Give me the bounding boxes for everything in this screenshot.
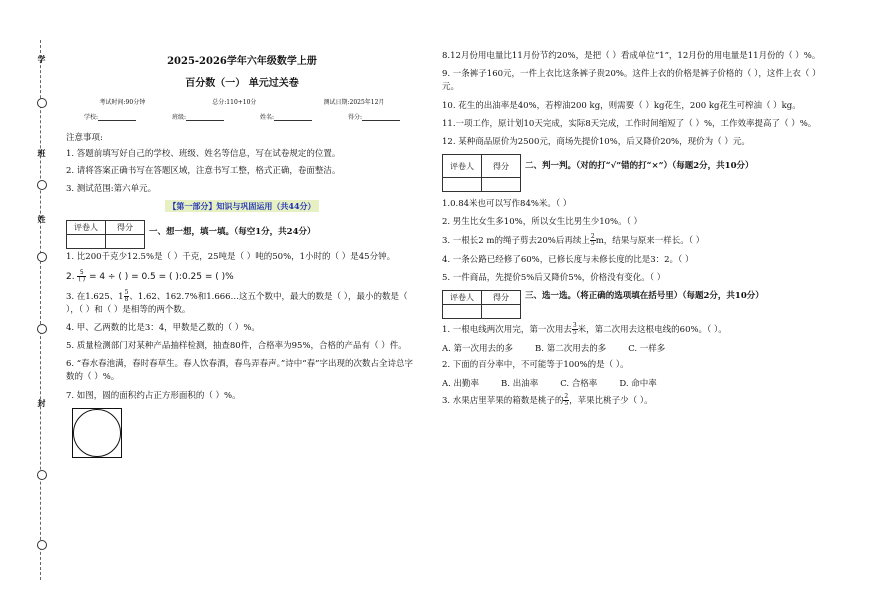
fraction: $\frac{5}{8}$ <box>124 288 129 303</box>
question-3-1-options <box>442 342 832 354</box>
question-1-9: 9. 一条裤子160元，一件上衣比这条裤子贵20%。这件上衣的价格是裤子价格的（ ），这件上衣（ ）元。 <box>442 69 821 93</box>
binding-hole <box>37 252 47 262</box>
section3-header <box>442 290 832 319</box>
inscribed-circle <box>73 409 121 457</box>
fraction: $\frac{2}{5}$ <box>564 393 569 408</box>
exam-total: 总分:110+10分 <box>212 99 257 106</box>
reviewer-label: 评卷人 <box>443 155 482 178</box>
note-item: 1. 答题前填写好自己的学校、班级、姓名等信息，写在试卷规定的位置。 <box>66 149 341 159</box>
question-3-2-options <box>442 377 832 389</box>
score-box <box>66 220 145 249</box>
option-d[interactable]: D. 命中率 <box>619 379 657 390</box>
fraction: $\frac{2}{5}$ <box>590 233 595 248</box>
reviewer-cell[interactable] <box>443 178 482 192</box>
question-3-2: 2. 下面的百分率中，不可能等于100%的是（ ）。 <box>442 360 629 371</box>
cut-line <box>40 40 41 580</box>
question-3-3: 3. 水果店里苹果的箱数是桃子的 $\frac{2}{5}$ ，苹果比桃子少（ ）。 <box>442 393 653 408</box>
score-field[interactable] <box>362 120 400 121</box>
option-b[interactable]: B. 出油率 <box>501 379 539 390</box>
reviewer-cell[interactable] <box>443 304 482 318</box>
question-1-3: 3. 在1.625、1 $\frac{5}{8}$ 、1.62、162.7%和1.666…这五个数中，最大的数是（ ），最小的数是（ ），（ ）和（ ）是相等的两个数。 <box>66 288 408 315</box>
question-1-2: 2. $\frac{5}{( )}$ = 4 ÷ ( ) = 0.5 = ( ):0.25 = ( )% <box>66 268 234 283</box>
right-column <box>442 50 832 413</box>
fraction: $\frac{5}{( )}$ <box>78 268 86 283</box>
section2-title: 二、判一判。（对的打“√”错的打“×”）（每题2分，共10分） <box>525 161 754 172</box>
score-cell[interactable] <box>482 178 521 192</box>
question-1-6: 6. “春水春池满，春时春草生。春人饮春酒，春鸟弄春声。”诗中“春”字出现的次数占全诗总字数的（ ）%。 <box>66 359 413 383</box>
option-a[interactable]: A. 出勤率 <box>442 379 480 390</box>
question-1-7: 7. 如图，圆的面积约占正方形面积的（ ）%。 <box>66 390 241 401</box>
option-b[interactable]: B. 第二次用去的多 <box>535 344 607 355</box>
binding-hole <box>37 324 47 334</box>
question-2-5: 5. 一件商品，先提价5%后又降价5%，价格没有变化。（ ） <box>442 272 666 283</box>
score-box <box>442 290 521 319</box>
score-cell-label: 得分 <box>106 221 145 235</box>
binding-hole <box>37 180 47 190</box>
reviewer-label: 评卷人 <box>443 290 482 304</box>
note-item: 3. 测试范围:第六单元。 <box>66 183 157 194</box>
section2-header <box>442 154 832 192</box>
name-field[interactable] <box>274 120 312 121</box>
question-1-11: 11.一项工作，原计划10天完成，实际8天完成，工作时间缩短了（ ）%，工作效率提高了（ ）%。 <box>442 118 817 129</box>
margin-label: 学 <box>37 54 46 64</box>
school-field[interactable] <box>98 120 136 121</box>
reviewer-cell[interactable] <box>67 235 106 249</box>
score-cell-label: 得分 <box>482 290 521 304</box>
binding-hole <box>37 540 47 550</box>
question-3-1: 1. 一根电线两次用完，第一次用去 $\frac{3}{5}$ 米，第二次用去这根电线的60%。（ ）。 <box>442 321 727 336</box>
notes-heading: 注意事项: <box>66 133 103 143</box>
score-cell-label: 得分 <box>482 155 521 178</box>
score-cell[interactable] <box>106 235 145 249</box>
class-label: 班级: <box>171 114 187 121</box>
note-item: 2. 请将答案正确书写在答题区域，注意书写工整，格式正确，卷面整洁。 <box>66 166 341 177</box>
question-2-1: 1.0.84米也可以写作84%米。（ ） <box>442 199 572 210</box>
section1-title: 一、想一想，填一填。（每空1分，共24分） <box>149 227 316 238</box>
section3-title: 三、选一选。（将正确的选项填在括号里）（每题2分，共10分） <box>525 290 764 301</box>
option-c[interactable]: C. 合格率 <box>560 379 598 390</box>
binding-hole <box>37 470 47 480</box>
student-fields <box>66 112 418 121</box>
margin-label: 班 <box>37 148 46 158</box>
left-column <box>66 50 418 458</box>
score-cell[interactable] <box>482 304 521 318</box>
binding-hole <box>37 98 47 108</box>
exam-time: 考试时间:90分钟 <box>99 99 146 106</box>
reviewer-label: 评卷人 <box>67 221 106 235</box>
score-box <box>442 154 521 192</box>
question-1-10: 10. 花生的出油率是40%，若榨油200 kg，则需要（ ）kg花生，200 kg花生可榨油（ ）kg。 <box>442 100 801 111</box>
score-label: 得分: <box>347 114 363 121</box>
option-a[interactable]: A. 第一次用去的多 <box>442 344 514 355</box>
option-c[interactable]: C. 一样多 <box>628 344 666 355</box>
question-1-4: 4. 甲、乙两数的比是3：4，甲数是乙数的（ ）%。 <box>66 322 260 333</box>
exam-meta <box>66 97 418 106</box>
question-2-4: 4. 一条公路已经修了60%，已修长度与未修长度的比是3：2。（ ） <box>442 254 694 265</box>
question-1-8: 8.12月份用电量比11月份节约20%，是把（ ）看成单位“1”，12月份的用电量是11月份的（ ）%。 <box>442 51 821 61</box>
question-1-5: 5. 质量检测部门对某种产品抽样检测，抽查80件，合格率为95%，合格的产品有（ ）件。 <box>66 341 407 352</box>
margin-label: 姓 <box>37 214 46 224</box>
fraction: $\frac{3}{5}$ <box>572 321 577 336</box>
margin-label: 封 <box>37 398 46 408</box>
question-1-12: 12. 某种商品原价为2500元，商场先提价10%，后又降价20%，现价为（ ）元。 <box>442 136 750 147</box>
binding-margin <box>0 0 52 616</box>
question-2-3: 3. 一根长2 m的绳子剪去20%后再续上 $\frac{2}{5}$ m，结果与原来一样长。（ ） <box>442 233 705 248</box>
class-field[interactable] <box>186 120 224 121</box>
question-2-2: 2. 男生比女生多10%，所以女生比男生少10%。（ ） <box>442 217 643 228</box>
exam-date: 测试日期:2025年12月 <box>323 99 385 106</box>
exam-title: 2025-2026学年六年级数学上册 <box>167 56 317 67</box>
section1-header <box>66 220 418 249</box>
school-label: 学校: <box>83 114 99 121</box>
exam-subtitle: 百分数（一） 单元过关卷 <box>185 78 299 89</box>
part1-banner: 【第一部分】知识与巩固运用（共44分） <box>66 201 418 212</box>
name-label: 姓名: <box>259 114 275 121</box>
square-with-circle-figure <box>72 408 122 458</box>
question-1-1: 1. 比200千克少12.5%是（ ）千克，25吨是（ ）吨的50%，1小时的（ ）是45分钟。 <box>66 252 396 263</box>
